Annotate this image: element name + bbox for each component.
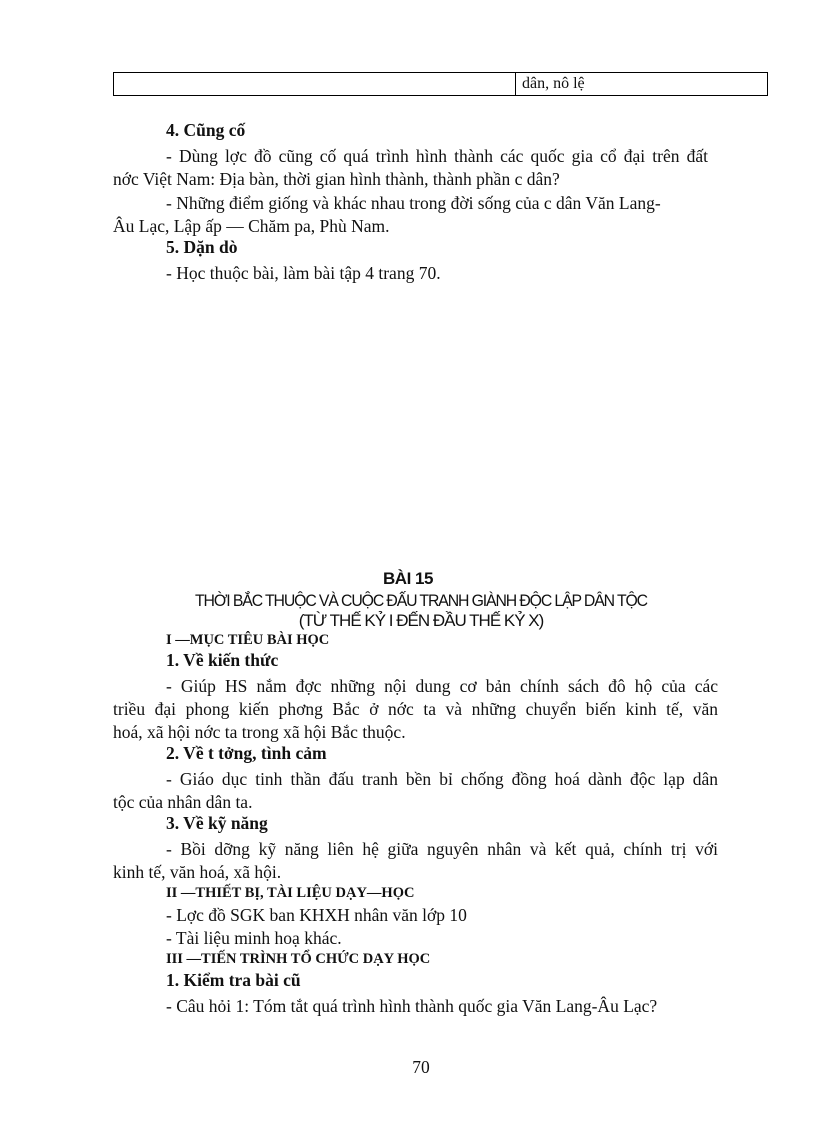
table-cell-left	[114, 73, 516, 96]
section4-line-2: nớc Việt Nam: Địa bàn, thời gian hình thành, thành phần c dân?	[113, 169, 560, 189]
section4-line-3: - Những điểm giống và khác nhau trong đời sống của c dân Văn Lang-	[166, 193, 661, 213]
part2-line-2: - Tài liệu minh hoạ khác.	[166, 928, 342, 948]
part1-sub1-heading: 1. Về kiến thức	[166, 650, 279, 670]
section5-line-1: - Học thuộc bài, làm bài tập 4 trang 70.	[166, 263, 441, 283]
part1-heading: I —MỤC TIÊU BÀI HỌC	[166, 632, 330, 648]
table-cell-right: dân, nô lệ	[516, 73, 768, 96]
part1-sub3-line-2: kinh tế, văn hoá, xã hội.	[113, 862, 282, 882]
part2-heading: II —THIẾT BỊ, TÀI LIỆU DẠY—HỌC	[166, 885, 415, 901]
section5-heading: 5. Dặn dò	[166, 237, 238, 257]
part3-sub1-line-1: - Câu hỏi 1: Tóm tắt quá trình hình thành quốc gia Văn Lang-Âu Lạc?	[166, 996, 658, 1016]
part1-sub3-line-1: - Bồi dỡng kỹ năng liên hệ giữa nguyên nhân và kết quả, chính trị với	[166, 839, 718, 859]
table-row	[114, 73, 768, 96]
part1-sub3-heading: 3. Về kỹ năng	[166, 813, 268, 833]
part1-sub2-line-1: - Giáo dục tinh thần đấu tranh bền bỉ chống đồng hoá dành độc lạp dân	[166, 769, 718, 789]
part1-sub1-line-3: hoá, xã hội nớc ta trong xã hội Bắc thuộc.	[113, 722, 406, 742]
part1-sub1-line-1: - Giúp HS nắm đợc những nội dung cơ bản chính sách đô hộ của các	[166, 676, 718, 696]
table-fragment	[113, 72, 768, 96]
part1-sub2-line-2: tộc của nhân dân ta.	[113, 792, 253, 812]
section4-line-1: - Dùng lợc đồ cũng cố quá trình hình thành các quốc gia cổ đại trên đất	[166, 146, 708, 166]
page-number: 70	[412, 1057, 430, 1077]
part1-sub1-line-2: triều đại phong kiến phơng Bắc ở nớc ta và những chuyển biến kinh tế, văn	[113, 699, 718, 719]
part2-line-1: - Lợc đồ SGK ban KHXH nhân văn lớp 10	[166, 905, 467, 925]
part1-sub2-heading: 2. Về t tởng, tình cảm	[166, 743, 327, 763]
lesson-number: BÀI 15	[383, 569, 433, 588]
lesson-title: THỜI BẮC THUỘC VÀ CUỘC ĐẤU TRANH GIÀNH ĐỘC LẬP DÂN TỘC	[195, 591, 647, 610]
section4-heading: 4. Cũng cố	[166, 120, 246, 140]
lesson-subtitle: (TỪ THẾ KỶ I ĐẾN ĐẦU THẾ KỶ X)	[298, 611, 544, 630]
part3-sub1-heading: 1. Kiểm tra bài cũ	[166, 970, 301, 990]
part3-heading: III —TIẾN TRÌNH TỔ CHỨC DẠY HỌC	[166, 951, 431, 967]
section4-line-4: Âu Lạc, Lập ấp — Chăm pa, Phù Nam.	[113, 216, 390, 236]
